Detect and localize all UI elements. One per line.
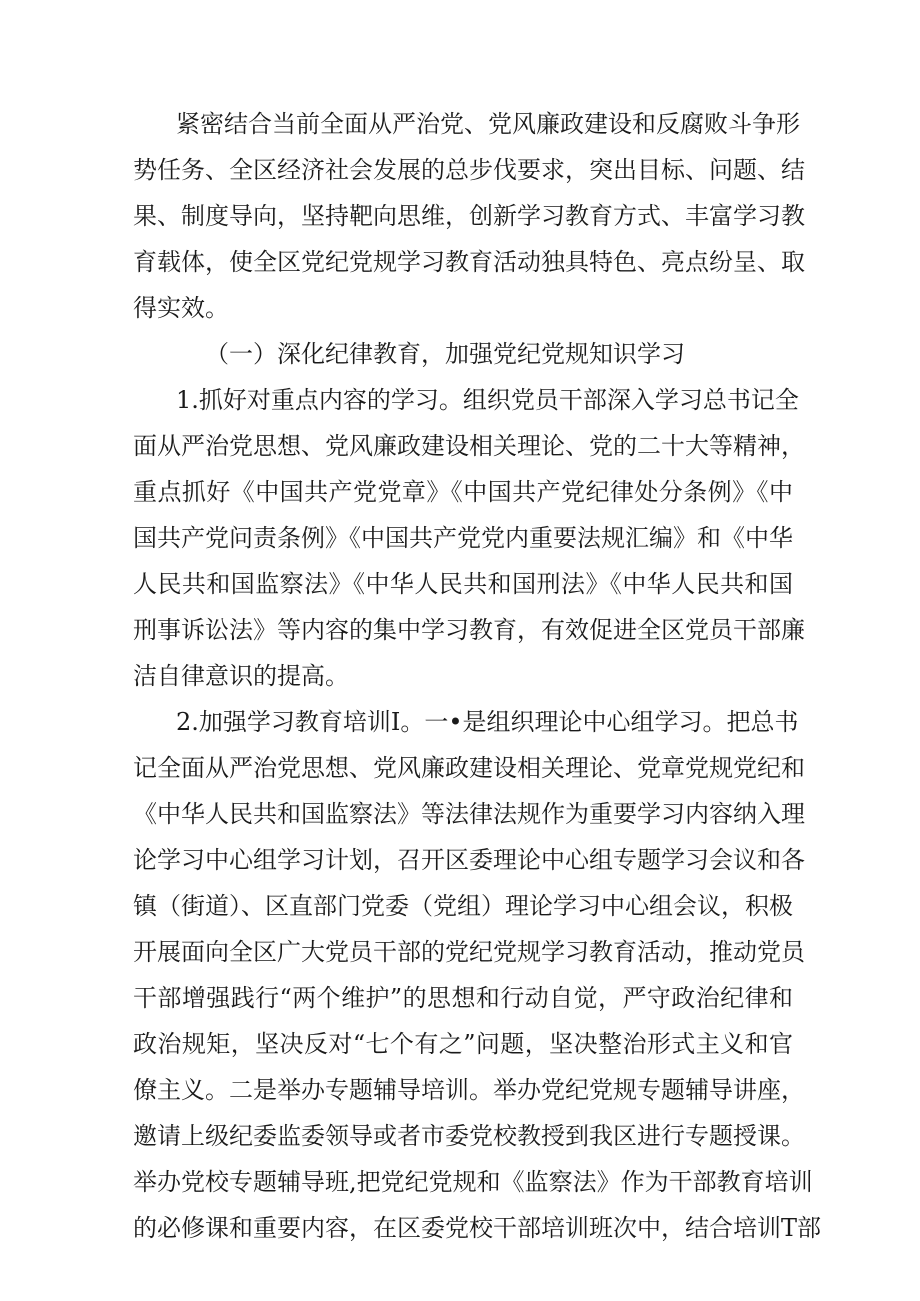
paragraph-line: 面从严治党思想、党风廉政建设相关理论、党的二十大等精神，	[133, 432, 805, 460]
paragraph-line: 僚主义。二是举办专题辅导培训。举办党纪党规专题辅导讲座，	[133, 1076, 805, 1104]
paragraph-line: 洁自律意识的提高。	[133, 662, 349, 690]
paragraph-line: 育载体，使全区党纪党规学习教育活动独具特色、亮点纷呈、取	[133, 248, 805, 276]
paragraph-line: 紧密结合当前全面从严治党、党风廉政建设和反腐败斗争形	[176, 110, 800, 138]
paragraph-line: 政治规矩，坚决反对“七个有之”问题，坚决整治形式主义和官	[133, 1030, 793, 1058]
section-heading: （一）深化纪律教育，加强党纪党规知识学习	[205, 340, 685, 368]
paragraph-line: 干部增强践行“两个维护”的思想和行动自觉，严守政治纪律和	[133, 984, 793, 1012]
paragraph-line: 邀请上级纪委监委领导或者市委党校教授到我区进行专题授课。	[133, 1122, 805, 1150]
paragraph-line: 果、制度导向，坚持靶向思维，创新学习教育方式、丰富学习教	[133, 202, 805, 230]
paragraph-line: 镇（街道）、区直部门党委（党组）理论学习中心组会议，积极	[133, 892, 793, 920]
paragraph-line: 得实效。	[133, 294, 229, 322]
paragraph-line: 记全面从严治党思想、党风廉政建设相关理论、党章党规党纪和	[133, 754, 805, 782]
paragraph-line: 势任务、全区经济社会发展的总步伐要求，突出目标、问题、结	[133, 156, 805, 184]
paragraph-line: 国共产党问责条例》《中国共产党党内重要法规汇编》和《中华	[133, 524, 793, 552]
paragraph-line: 开展面向全区广大党员干部的党纪党规学习教育活动，推动党员	[133, 938, 805, 966]
paragraph-line: 《中华人民共和国监察法》等法律法规作为重要学习内容纳入理	[133, 800, 805, 828]
paragraph-line: 1.抓好对重点内容的学习。组织党员干部深入学习总书记全	[176, 386, 799, 414]
paragraph-line: 2.加强学习教育培训I。一•是组织理论中心组学习。把总书	[176, 708, 799, 736]
paragraph-line: 论学习中心组学习计划，召开区委理论中心组专题学习会议和各	[133, 846, 805, 874]
paragraph-line: 的必修课和重要内容，在区委党校干部培训班次中，结合培训T部	[133, 1214, 822, 1242]
paragraph-line: 刑事诉讼法》等内容的集中学习教育，有效促进全区党员干部廉	[133, 616, 805, 644]
paragraph-line: 举办党校专题辅导班,把党纪党规和《监察法》作为干部教育培训	[133, 1168, 813, 1196]
paragraph-line: 人民共和国监察法》《中华人民共和国刑法》《中华人民共和国	[133, 570, 793, 598]
paragraph-line: 重点抓好《中国共产党党章》《中国共产党纪律处分条例》《中	[133, 478, 793, 506]
